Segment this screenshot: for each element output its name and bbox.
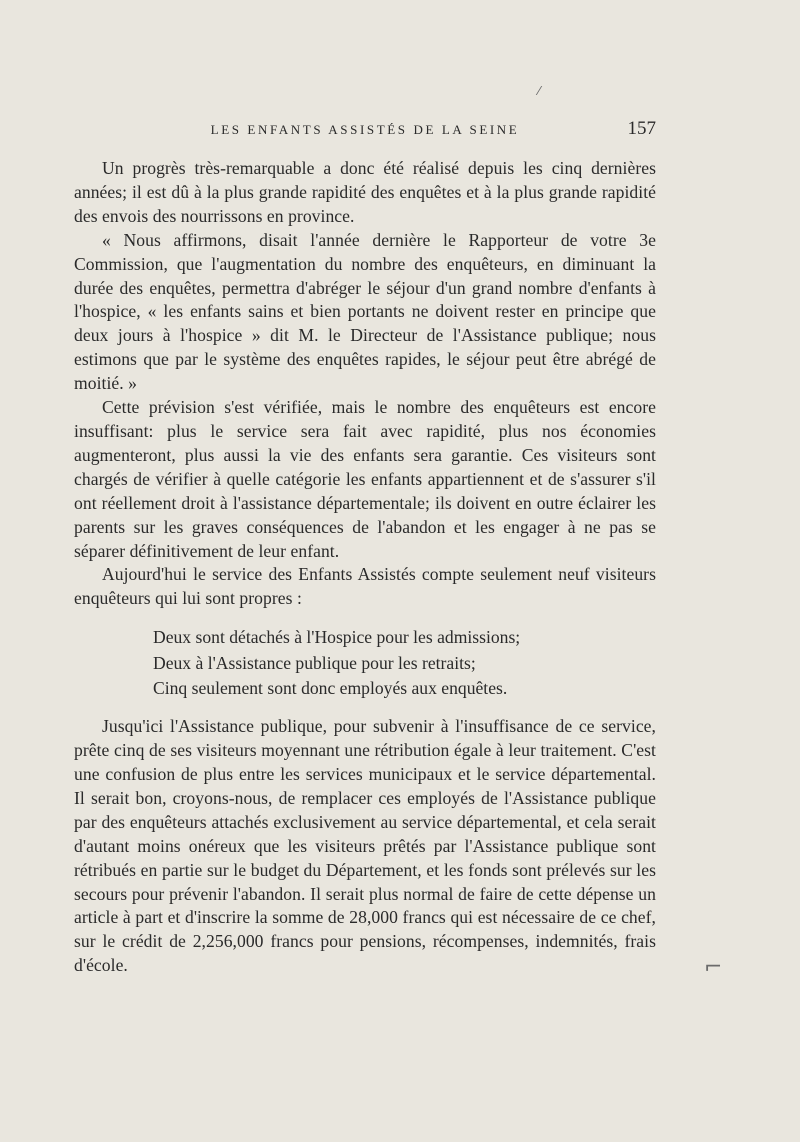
running-title: LES ENFANTS ASSISTÉS DE LA SEINE <box>210 122 520 137</box>
paragraph-aujourdhui: Aujourd'hui le service des Enfants Assistés compte seulement neuf visiteurs enquêteurs qui lui sont propres : <box>74 564 656 609</box>
visitor-breakdown-list <box>74 625 656 701</box>
paragraph-prevision: Cette prévision s'est vérifiée, mais le nombre des enquêteurs est encore insuffisant: plus le service sera fait avec rapidité, plus nos économies augmenteront, plus aussi la vie des enfants sera garantie. Ces visiteurs sont chargés de vérifier à quelle catégorie les enfants appartiennent et de s'assurer s'il ont réellement droit à l'assistance départementale; ils doivent en outre éclairer les parents sur les graves conséquences de l'abandon et les engager à ne pas se séparer définitivement de leur enfant. <box>74 397 656 561</box>
list-item: Deux à l'Assistance publique pour les retraits; <box>153 652 476 673</box>
body-text <box>74 157 656 978</box>
list-item: Deux sont détachés à l'Hospice pour les admissions; <box>153 627 521 648</box>
list-item: Cinq seulement sont donc employés aux enquêtes. <box>153 678 508 699</box>
paragraph-progress: Un progrès très-remarquable a donc été réalisé depuis les cinq dernières années; il est dû à la plus grande rapidité des enquêtes et à la plus grande rapidité des envois des nourrissons en province. <box>74 158 656 226</box>
page-header <box>74 118 656 142</box>
paragraph-closing: Jusqu'ici l'Assistance publique, pour subvenir à l'insuffisance de ce service, prête cinq de ses visiteurs moyennant une rétribution égale à leur traitement. C'est une confusion de plus entre les services municipaux et le service départemental. Il serait bon, croyons-nous, de remplacer ces employés de l'Assistance publique par des enquêteurs attachés exclusivement au service départemental, et cela serait d'autant moins onéreux que les visiteurs prêtés par l'Assistance publique sont rétribués en partie sur le budget du Département, et les fonds sont prélevés sur les secours pour prévenir l'abandon. Il serait plus normal de faire de cette dépense un article à part et d'inscrire la somme de 28,000 francs qui est nécessaire de ce chef, sur le crédit de 2,256,000 francs pour pensions, récompenses, indemnités, frais d'école. <box>74 716 656 976</box>
paragraph-quote: « Nous affirmons, disait l'année dernière le Rapporteur de votre 3e Commission, que l'augmentation du nombre des enquêteurs, en diminuant la durée des enquêtes, permettra d'abréger le séjour d'un grand nombre d'enfants à l'hospice, « les enfants sains et bien portants ne doivent rester en principe que deux jours à l'hospice » dit M. le Directeur de l'Assistance publique; nous estimons que par le système des enquêtes rapides, le séjour peut être abrégé de moitié. » <box>74 229 656 394</box>
page-number: 157 <box>627 118 656 139</box>
margin-pencil-mark-icon: ⌐ <box>704 955 723 980</box>
stray-pencil-mark-icon: ⁄ <box>538 84 541 98</box>
